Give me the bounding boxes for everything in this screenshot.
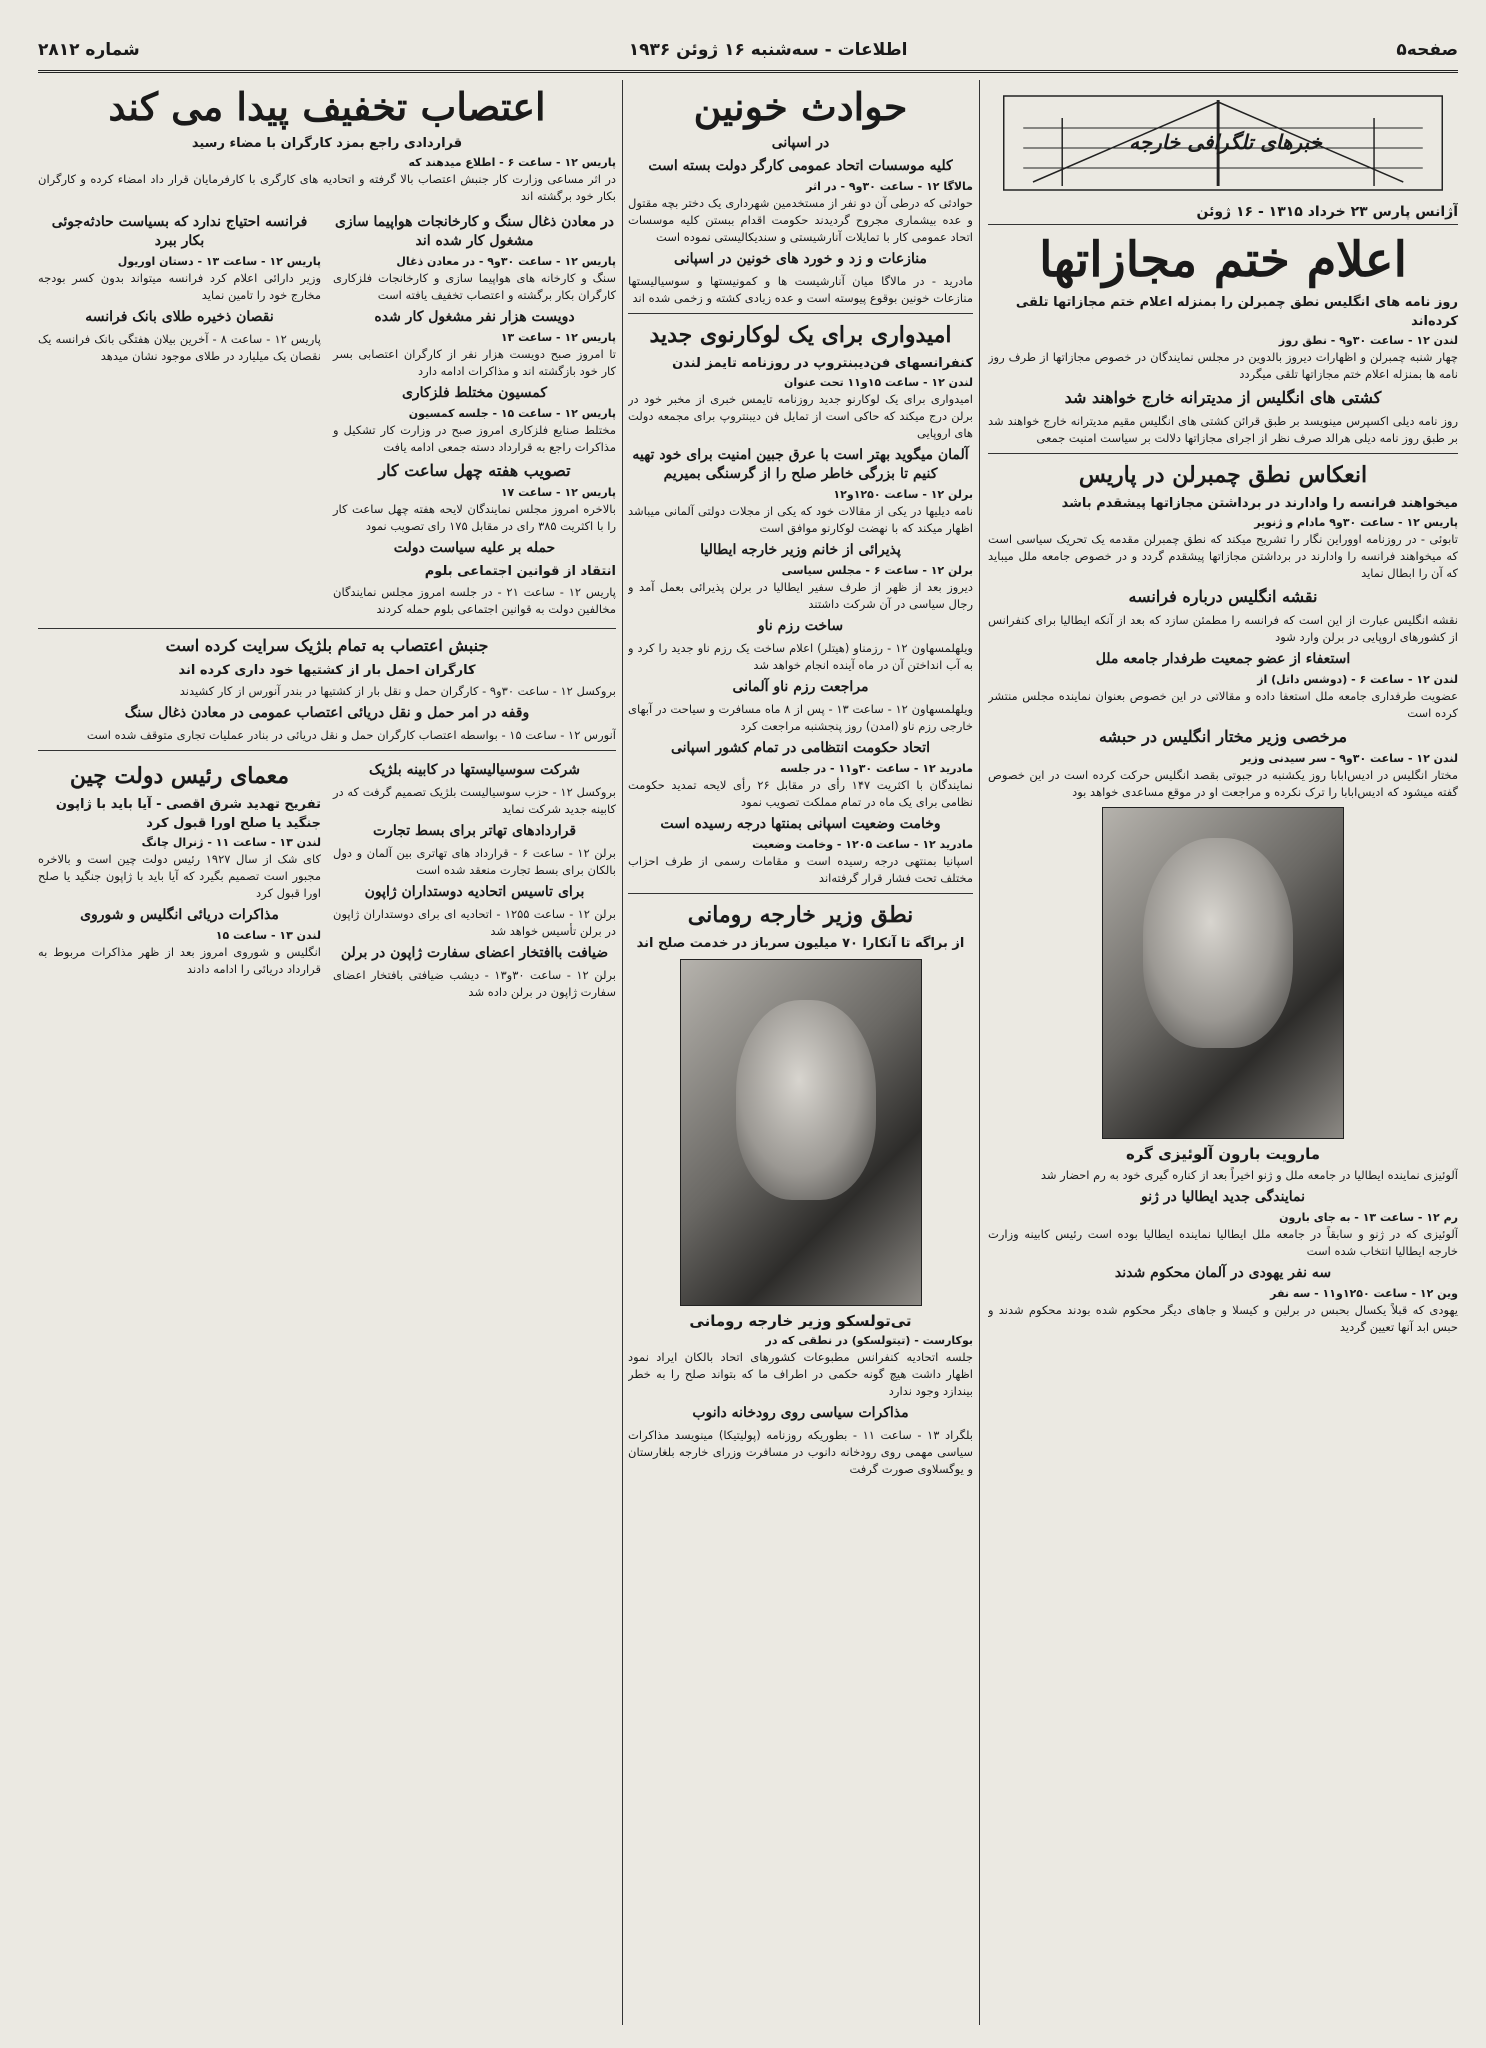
subheadline: تفریح تهدید شرق اقصی - آیا باید با ژاپون جنگید یا صلح اورا قبول کرد — [55, 797, 321, 831]
headline: اعتصاب تخفیف پیدا می کند — [108, 84, 546, 129]
article-body: برلن ۱۲ - ساعت ۳۰و۱۳ - دیشب ضیافتی بافتخار اعضای سفارت ژاپون در برلن داده شد — [333, 968, 616, 999]
headline: برای تاسیس اتحادیه دوستداران ژاپون — [364, 884, 585, 900]
dateline: لندن ۱۲ - ساعت ۱۵و۱۱ تحت عنوان — [784, 376, 973, 389]
dateline: پاریس ۱۲ - ساعت ۱۷ — [500, 486, 616, 499]
newspaper-page — [38, 30, 1458, 2025]
agency-line: آژانس پارس ۲۳ خرداد ۱۳۱۵ - ۱۶ ژوئن — [988, 204, 1458, 225]
dateline: لندن ۱۲ - ساعت ۳۰و۹ - نطق روز — [1278, 334, 1458, 347]
article-body: دیروز بعد از ظهر از طرف سفیر ایطالیا در برلن پذیرائی بعمل آمد و رجال سیاسی در آن شرکت داشتند — [628, 580, 973, 611]
dateline: مادرید ۱۲ - ساعت ۳۰و۱۱ - در جلسه — [780, 762, 973, 775]
dateline: بوکارست - (تیتولسکو) در نطقی که در — [765, 1334, 973, 1347]
subheadline: از براگه تا آنکارا ۷۰ میلیون سرباز در خدمت صلح اند — [636, 936, 965, 951]
headline: امیدواری برای یک لوکارنوی جدید — [649, 322, 952, 348]
headline: ساخت رزم ناو — [757, 618, 844, 634]
article-body: مادرید - در مالاگا میان آنارشیست ها و کمونیستها و سوسیالیستها منازعات خونین بوقوع پیوسته است و عده زیادی کشته و زخمی شده اند — [628, 274, 973, 305]
column-events — [628, 80, 973, 2025]
headline: شرکت سوسیالیستها در کابینه بلژیک — [369, 762, 580, 778]
photo-caption-sub: آلوئیزی نماینده ایطالیا در جامعه ملل و ژنو اخیراً بعد از کناره گیری خود به رم احضار شد — [1040, 1168, 1458, 1182]
column-radio-news — [988, 80, 1458, 2025]
article-body: در اثر مساعی وزارت کار جنبش اعتصاب بالا گرفته و اتحادیه های کارگری با کارفرمایان قرار داد امضاء کرده و کارگران بکار خود برگشته اند — [38, 172, 616, 203]
subheadline: انتقاد از قوانین اجتماعی بلوم — [424, 564, 616, 579]
article-body: روز نامه دیلی اکسپرس مینویسد بر طبق قرائن کشتی های انگلیس مقیم مدیترانه خارج خواهند شد بر طبق روز نامه دیلی هرالد صرف نظر از اجرای مجازاتها دلالت بر سیاست امنیت جمعی — [988, 414, 1458, 445]
article-body: امیدواری برای یک لوکارنو جدید روزنامه تایمس خبری از مخبر خود در برلن درج میکند که حاکی است از تمایل فن دیبنتروپ برای مجمعه دولت های اروپایی — [628, 392, 973, 440]
dateline: لندن ۱۳ - ساعت ۱۱ - ژنرال چانگ — [141, 836, 321, 849]
dateline: پاریس ۱۲ - ساعت ۶ - اطلاع میدهند که — [408, 156, 616, 169]
headline: دویست هزار نفر مشغول کار شده — [374, 309, 575, 325]
headline: جنبش اعتصاب به تمام بلژیک سرایت کرده است — [165, 636, 489, 655]
article-body: ویلهلمسهاون ۱۲ - رزمناو (هیتلر) اعلام ساخت یک رزم ناو جدید را کرد و به آب انداختن آن در ماه آینده انجام خواهد شد — [628, 641, 973, 672]
headline: مذاکرات دریائی انگلیس و شوروی — [80, 907, 279, 923]
headline: منازعات و زد و خورد های خونین در اسپانی — [674, 251, 927, 267]
article-body: مختلط صنایع فلزکاری امروز صبح در وزارت کار تشکیل و مذاکرات راجع به قرارداد دسته جمعی ادامه یافت — [333, 423, 616, 454]
masthead-line — [38, 30, 1458, 73]
article-body: سنگ و کارخانه های هواپیما سازی و کارخانجات فلزکاری کارگران بکار برگشته و اعتصاب تخفیف یافته است — [333, 271, 616, 302]
radio-logo — [994, 88, 1452, 198]
article-body: آلوئیزی که در ژنو و سابقاً در جامعه ملل ایطالیا نماینده ایطالیا بوده است رئیس کابینه وزارت خارجه ایطالیا انتخاب شده است — [988, 1227, 1458, 1258]
headline: معمای رئیس دولت چین — [69, 763, 290, 789]
headline: نقشه انگلیس درباره فرانسه — [1128, 587, 1318, 606]
headline: فرانسه احتیاج ندارد که بسیاست حادثه‌جوئی بکار ببرد — [51, 214, 308, 249]
strikes-two-column-block — [38, 209, 616, 622]
article-body: بلگراد ۱۳ - ساعت ۱۱ - بطوریکه روزنامه (پولیتیکا) مینویسد مذاکرات سیاسی مهمی روی رودخانه دانوب در مسافرت وزرای خارجه بلغارستان و یوگسلاوی صورت گرفت — [628, 1428, 973, 1476]
article-body: تا امروز صبح دویست هزار نفر از کارگران اعتصابی بسر کار خود بازگشته اند و مذاکرات ادامه دارد — [333, 347, 616, 378]
article-body: مختار انگلیس در ادیس‌ابابا روز یکشنبه در جبوتی بقصد انگلیس حرکت کرده است در این خصوص گفته میشود که ادیس‌ابابا را ترک نکرده و مراجعت او در موقع مساعدی خواهد بود — [988, 768, 1458, 799]
article-body: برلن ۱۲ - ساعت ۱۲۵۵ - اتحادیه ای برای دوستداران ژاپون در برلن تأسیس خواهد شد — [333, 907, 616, 938]
headline: انعکاس نطق چمبرلن در پاریس — [1078, 462, 1368, 488]
headline: مذاکرات سیاسی روی رودخانه دانوب — [692, 1405, 909, 1421]
dateline: پاریس ۱۲ - ساعت ۱۳ — [500, 331, 616, 344]
photo-caption: مارویت بارون آلوئیزی گره — [1125, 1145, 1320, 1163]
article-body: اسپانیا بمنتهی درجه رسیده است و مقامات رسمی از طرف احزاب مختلف تحت فشار قرار گرفته‌اند — [628, 854, 973, 885]
article-body: چهار شنبه چمبرلن و اظهارات دیروز بالدوین در مجلس نمایندگان در خصوص مجازاتها از طرف روز نامه ها بمنزله اعلام ختم مجازاتها تلقی میگردد — [988, 350, 1458, 381]
dateline: وین ۱۲ - ساعت ۱۲۵۰و۱۱ - سه نفر — [1270, 1287, 1458, 1300]
headline: نطق وزیر خارجه رومانی — [687, 902, 914, 928]
headline: مرخصی وزیر مختار انگلیس در حبشه — [1098, 727, 1348, 746]
subheadline: روز نامه های انگلیس نطق چمبرلن را بمنزله اعلام ختم مجازاتها تلقی کرده‌اند — [1015, 295, 1458, 329]
dateline: لندن ۱۳ - ساعت ۱۵ — [215, 929, 321, 942]
headline: اتحاد حکومت انتظامی در تمام کشور اسپانی — [670, 740, 931, 756]
headline: وقفه در امر حمل و نقل دریائی اعتصاب عمومی در معادن ذغال سنگ — [124, 705, 530, 721]
article-body: برلن ۱۲ - ساعت ۶ - قرارداد های تهاتری بین آلمان و دول بالکان برای بسط تجارت منعقد شده است — [333, 846, 616, 877]
article-body: نقشه انگلیس عبارت از این است که فرانسه را مطمئن سازد که بعد از آنکه ایطالیا برای کنفرانس از کشورهای اروپایی در برلن وارد شود — [988, 613, 1458, 644]
headline: قراردادهای تهاتر برای بسط تجارت — [372, 823, 577, 839]
dateline: مادرید ۱۲ - ساعت ۱۲۰۵ - وخامت وضعیت — [752, 838, 973, 851]
headline: اعلام ختم مجازاتها — [1039, 232, 1407, 288]
article-body: پاریس ۱۲ - ساعت ۲۱ - در جلسه امروز مجلس نمایندگان مخالفین دولت به قوانین اجتماعی بلوم حمله کردند — [333, 585, 616, 616]
strikes-subcolumn-right — [333, 209, 616, 622]
page-label: صفحه۵ — [1396, 40, 1458, 60]
article-body: نمایندگان با اکثریت ۱۴۷ رأی در مقابل ۲۶ رأی لایحه تمدید حکومت نظامی برای یک ماه در تمام مملکت تصویب نمود — [628, 778, 973, 809]
strikes-bottom-block — [38, 757, 616, 1005]
article-body: حوادثی که درطی آن دو نفر از مستخدمین شهرداری یک دختر بچه مقتول و عده بیشماری مجروح گردیدند حکومت اقدام ببستن کلیه موسسات اتحاد عمومی کار با تمایلات آنارشیستی و سندیکالیستی نموده است — [628, 196, 973, 244]
paper-date: اطلاعات - سه‌شنبه ۱۶ ژوئن ۱۹۳۶ — [628, 40, 908, 60]
headline: نمایندگی جدید ایطالیا در ژنو — [1141, 1189, 1305, 1205]
dateline: پاریس ۱۲ - ساعت ۳۰و۹ مادام و ژنویر — [1254, 516, 1458, 529]
subheadline: میخواهند فرانسه را وادارند در برداشتن مجازاتها پیشقدم باشد — [1061, 496, 1458, 511]
dateline: پاریس ۱۲ - ساعت ۱۳ - دستان اوریول — [117, 255, 321, 268]
headline: آلمان میگوید بهتر است با عرق جبین امنیت برای خود تهیه کنیم تا بزرگی خاطر صلح را از گرسنگی بمیریم — [632, 447, 969, 482]
article-body: جلسه اتحادیه کنفرانس مطبوعات کشورهای اتحاد بالکان ایراد نمود اظهار داشت هیچ گونه حکمی در اطراف ما که بتواند صلح را به خطر بیندازد وجود ندارد — [628, 1350, 973, 1398]
headline: کشتی های انگلیس از مدیترانه خارج خواهند شد — [1064, 388, 1382, 407]
dateline: پاریس ۱۲ - ساعت ۱۵ - جلسه کمسیون — [408, 407, 616, 420]
subheadline: کنفرانسهای فن‌دیبنتروپ در روزنامه تایمز لندن — [672, 356, 973, 371]
dateline: رم ۱۲ - ساعت ۱۳ - به جای بارون — [1279, 1211, 1458, 1224]
photo-caption: تی‌تولسکو وزیر خارجه رومانی — [689, 1312, 912, 1330]
article-body: پاریس ۱۲ - ساعت ۸ - آخرین بیلان هفتگی بانک فرانسه یک نقصان یک میلیارد در طلای موجود نشان میدهد — [38, 332, 321, 363]
dateline: لندن ۱۲ - ساعت ۶ - (دوشس داتل) از — [1257, 673, 1458, 686]
article-body: بروکسل ۱۲ - ساعت ۳۰و۹ - کارگران حمل و نقل بار از کشتیها در بندر آنورس از کار کشیدند — [179, 684, 616, 698]
headline: تصویب هفته چهل ساعت کار — [378, 461, 571, 480]
headline: استعفاء از عضو جمعیت طرفدار جامعه ملل — [1095, 651, 1351, 667]
dateline: برلن ۱۲ - ساعت ۶ - مجلس سیاسی — [781, 564, 973, 577]
headline: پذیرائی از خانم وزیر خارجه ایطالیا — [700, 542, 901, 558]
portrait-photo — [1102, 807, 1344, 1139]
strikes-bottom-left — [38, 757, 321, 1005]
column-rule — [979, 80, 980, 2025]
issue-number: شماره ۲۸۱۲ — [38, 40, 140, 60]
article-body: بروکسل ۱۲ - حزب سوسیالیست بلژیک تصمیم گرفت که در کابینه جدید شرکت نماید — [333, 785, 616, 816]
article-body: نامه دیلیها در یکی از مقالات خود که یکی از مجلات دولتی آلمانی میباشد اظهار میکند که با نهضت لوکارنو موافق است — [628, 504, 973, 535]
column-strikes — [38, 80, 616, 2025]
headline: مراجعت رزم ناو آلمانی — [732, 679, 869, 695]
article-body: وزیر دارائی اعلام کرد فرانسه میتواند بدون کسر بودجه مخارج خود را تامین نماید — [38, 271, 321, 302]
headline: نقصان ذخیره طلای بانک فرانسه — [85, 309, 274, 325]
headline: سه نفر یهودی در آلمان محکوم شدند — [1114, 1265, 1332, 1281]
dateline: لندن ۱۲ - ساعت ۳۰و۹ - سر سیدنی وزیر — [1240, 752, 1458, 765]
strikes-bottom-right — [333, 757, 616, 1005]
headline: وخامت وضعیت اسپانی بمنتها درجه رسیده است — [660, 816, 941, 832]
dateline: پاریس ۱۲ - ساعت ۳۰و۹ - در معادن ذغال — [396, 255, 616, 268]
subheadline: کلیه موسسات اتحاد عمومی کارگر دولت بسته است — [648, 158, 953, 174]
subheadline: کارگران احمل بار از کشتیها خود داری کرده اند — [178, 663, 476, 678]
column-rule — [622, 80, 623, 2025]
headline: کمسیون مختلط فلزکاری — [401, 385, 548, 401]
logo-text: خبرهای تلگرافی خارجه — [1129, 130, 1322, 154]
headline: حوادث خونین — [693, 84, 908, 129]
dateline: برلن ۱۲ - ساعت ۱۲۵۰و۱۲ — [833, 488, 973, 501]
headline: در معادن ذغال سنگ و کارخانجات هواپیما سازی مشغول کار شده اند — [334, 214, 615, 249]
dateline: مالاگا ۱۲ - ساعت ۳۰و۹ - در اثر — [806, 180, 973, 193]
article-body: کای شک از سال ۱۹۲۷ رئیس دولت چین است و بالاخره مجبور است تصمیم بگیرد که آیا باید با ژاپون جنگید یا صلح اورا قبول کرد — [38, 852, 321, 900]
headline: ضیافت باافتخار اعضای سفارت ژاپون در برلن — [340, 945, 609, 961]
article-body: آنورس ۱۲ - ساعت ۱۵ - بواسطه اعتصاب کارگران حمل و نقل دریائی در بنادر عملیات تجاری متوقف شده است — [86, 728, 616, 742]
article-body: بالاخره امروز مجلس نمایندگان لایحه هفته چهل ساعت کار را با اکثریت ۳۸۵ رای در مقابل ۱۷۵ رای تصویب نمود — [333, 502, 616, 533]
article-body: عضویت طرفداری جامعه ملل استعفا داده و مقالاتی در این خصوص بعنوان نماینده مجلس منتشر کرده است — [988, 689, 1458, 720]
strikes-subcolumn-left — [38, 209, 321, 622]
headline: حمله بر علیه سیاست دولت — [393, 540, 556, 556]
article-body: یهودی که قبلاً یکسال بحبس در برلین و کیسلا و جاهای دیگر محکوم شده بودند محکوم شدند و حبس ابد آنها تعیین گردید — [988, 1303, 1458, 1334]
subheadline: در اسپانی — [771, 135, 830, 151]
subheadline: قراردادی راجع بمزد کارگران با مضاء رسید — [191, 136, 463, 151]
article-body: انگلیس و شوروی امروز بعد از ظهر مذاکرات مربوط به قرارداد دریائی را ادامه دادند — [38, 945, 321, 976]
article-body: تابوئی - در روزنامه اووراین نگار را تشریح میکند که نطق چمبرلن مقدمه یک تحریک سیاسی است که میخواهند فرانسه را وادارند در برداشتن مجازاتها پیشقدم گردد و در خصوص جامعه ملل میباید که آن را ابطال نماید — [988, 532, 1458, 580]
article-body: ویلهلمسهاون ۱۲ - ساعت ۱۳ - پس از ۸ ماه مسافرت و سیاحت در آبهای خارجی رزم ناو (امدن) روز پنجشنبه مراجعت کرد — [628, 702, 973, 733]
portrait-photo — [680, 959, 922, 1306]
